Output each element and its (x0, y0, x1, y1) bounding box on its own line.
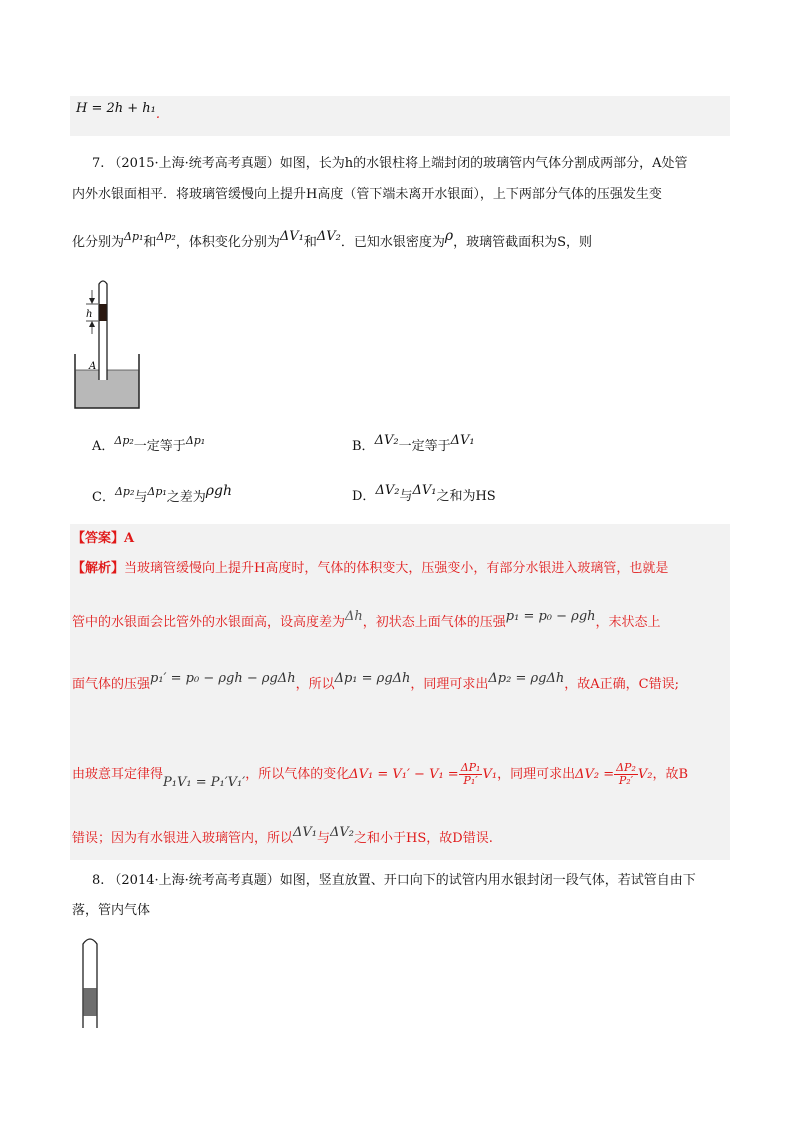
option-text: 一定等于 (133, 439, 186, 454)
q7-text-c: ．已知水银密度为 (340, 235, 445, 250)
q7-stem-1: 如图，长为h的水银柱将上端封闭的玻璃管内气体分割成两部分，A处管 (279, 156, 688, 171)
option-math-2: ΔV₁ (450, 433, 475, 448)
q7-source: （2015·上海·统考高考真题） (108, 156, 280, 171)
option-tail: 之和为HS (436, 489, 496, 504)
option-math-1: ΔV₂ (375, 483, 400, 498)
q7-option-a[interactable] (92, 434, 206, 456)
mercury-column (100, 304, 107, 321)
option-label: C． (92, 490, 115, 505)
h-arrow-up (89, 321, 95, 327)
q7-dp2: Δp₂ (156, 230, 176, 243)
l3-eq-dp2: Δp₂ = ρgΔh (488, 671, 565, 686)
analysis-text-1: 当玻璃管缓慢向上提升H高度时，气体的体积变大，压强变小，有部分水银进入玻璃管，也就是 (124, 561, 669, 576)
l4-eq-dv1-tail: V₁ (482, 766, 498, 782)
option-tail: 之差为 (166, 490, 206, 505)
l2-text-b: ，初状态上面气体的压强 (362, 615, 506, 630)
analysis-line-2 (72, 609, 661, 632)
l2-eq-p1: p₁ = p₀ − ρgh (505, 609, 596, 624)
analysis-line-5 (72, 825, 493, 848)
l2-delta-h: Δh (345, 609, 363, 624)
l3-text-b: ，所以 (295, 677, 335, 692)
q7-dv2: ΔV₂ (316, 229, 341, 244)
q8-stem-1: 如图，竖直放置、开口向下的试管内用水银封闭一段气体，若试管自由下 (279, 873, 696, 888)
l2-text-a: 管中的水银面会比管外的水银面高，设高度差为 (72, 615, 346, 630)
l3-text-d: ，故A正确，C错误; (564, 677, 679, 692)
l4-frac-1 (459, 762, 483, 787)
l4-frac-2 (614, 762, 638, 787)
frac-numerator: ΔP₂ (616, 761, 636, 774)
option-label: B． (352, 439, 375, 454)
q7-option-d[interactable] (352, 483, 496, 506)
l4-text-c: ，同理可求出 (497, 766, 576, 782)
l4-text-a: 由玻意耳定律得 (72, 766, 164, 782)
label-A: A (89, 361, 97, 372)
analysis-line-1 (72, 560, 668, 578)
l3-eq-p1-prime: p₁′ = p₀ − ρgh − ρgΔh (150, 671, 296, 686)
frac-denominator: P₂′ (618, 774, 634, 787)
q7-number: 7. (92, 156, 105, 171)
l4-eq-dv2 (575, 762, 652, 787)
q7-rho: ρ (444, 228, 454, 244)
q7-text-b: ，体积变化分别为 (175, 235, 280, 250)
q8-line-2: 落，管内气体 (72, 903, 151, 918)
h-arrow-down (89, 298, 95, 304)
formula-dot: . (155, 107, 161, 122)
l4-eq-dv2-left: ΔV₂ = (575, 766, 615, 782)
q8-test-tube-figure (80, 934, 100, 1030)
l4-text-d: ，故B (652, 766, 689, 782)
q7-dv1: ΔV₁ (279, 229, 304, 244)
q7-option-b[interactable] (352, 433, 475, 456)
q7-and-2: 和 (303, 235, 317, 250)
analysis-line-3 (72, 671, 679, 694)
l4-eq-dv2-tail: V₂ (637, 766, 653, 782)
mercury-plug (84, 988, 97, 1016)
frac-denominator: P₁′ (463, 774, 478, 787)
q7-dp1: Δp₁ (124, 230, 144, 243)
l5-text-b: 与 (317, 831, 331, 846)
option-text: 与 (134, 490, 148, 505)
l4-eq-dv1-left: ΔV₁ = V₁′ − V₁ = (349, 766, 459, 782)
l5-dv1: ΔV₁ (293, 825, 318, 840)
q7-line-1 (92, 155, 688, 173)
q7-text-a: 化分别为 (72, 235, 125, 250)
prev-solution-tail (70, 96, 730, 136)
l4-eq-dv1 (349, 762, 497, 787)
q8-source: （2014·上海·统考高考真题） (108, 873, 280, 888)
l4-eq-boyle: P₁V₁ = P₁′V₁′ (163, 774, 246, 790)
analysis-line-4 (72, 761, 689, 790)
q7-line-2: 内外水银面相平．将玻璃管缓慢向上提升H高度（管下端未离开水银面），上下两部分气体的压强发生变 (72, 187, 662, 202)
option-math-1: ΔV₂ (374, 433, 399, 448)
l5-text-a: 错误；因为有水银进入玻璃管内，所以 (72, 831, 294, 846)
option-math-2: Δp₁ (185, 434, 206, 447)
q7-tube-trough-figure (72, 276, 152, 412)
answer-tag: 【答案】A (72, 531, 135, 546)
option-math-1: Δp₂ (114, 434, 134, 447)
q7-text-d: ，玻璃管截面积为S，则 (453, 235, 593, 250)
option-text: 一定等于 (398, 439, 451, 454)
label-h: h (86, 309, 93, 320)
q7-and-1: 和 (143, 235, 157, 250)
option-math-2: Δp₁ (147, 485, 167, 498)
option-math-2: ΔV₁ (412, 483, 437, 498)
l5-dv2: ΔV₂ (330, 825, 355, 840)
q7-option-c[interactable] (92, 483, 233, 507)
q8-line-1 (92, 872, 696, 890)
option-text: 与 (399, 489, 413, 504)
height-formula (76, 100, 161, 122)
l2-text-c: ，末状态上 (595, 615, 661, 630)
option-math-1: Δp₂ (114, 485, 135, 498)
l3-text-a: 面气体的压强 (72, 677, 151, 692)
l3-eq-dp1: Δp₁ = ρgΔh (334, 671, 411, 686)
glass-tube (99, 281, 107, 380)
q8-number: 8. (92, 873, 105, 888)
formula-text: H = 2h + h₁ (76, 101, 156, 116)
option-label: D． (352, 489, 376, 504)
option-label: A． (92, 439, 115, 454)
l4-text-b: ，所以气体的变化 (245, 766, 350, 782)
l3-text-c: ，同理可求出 (410, 677, 489, 692)
analysis-tag: 【解析】 (72, 561, 125, 576)
frac-numerator: ΔP₁ (460, 761, 481, 774)
option-math-3: ρgh (205, 483, 233, 499)
q7-line-3 (72, 228, 593, 252)
l5-text-c: 之和小于HS，故D错误. (354, 831, 493, 846)
